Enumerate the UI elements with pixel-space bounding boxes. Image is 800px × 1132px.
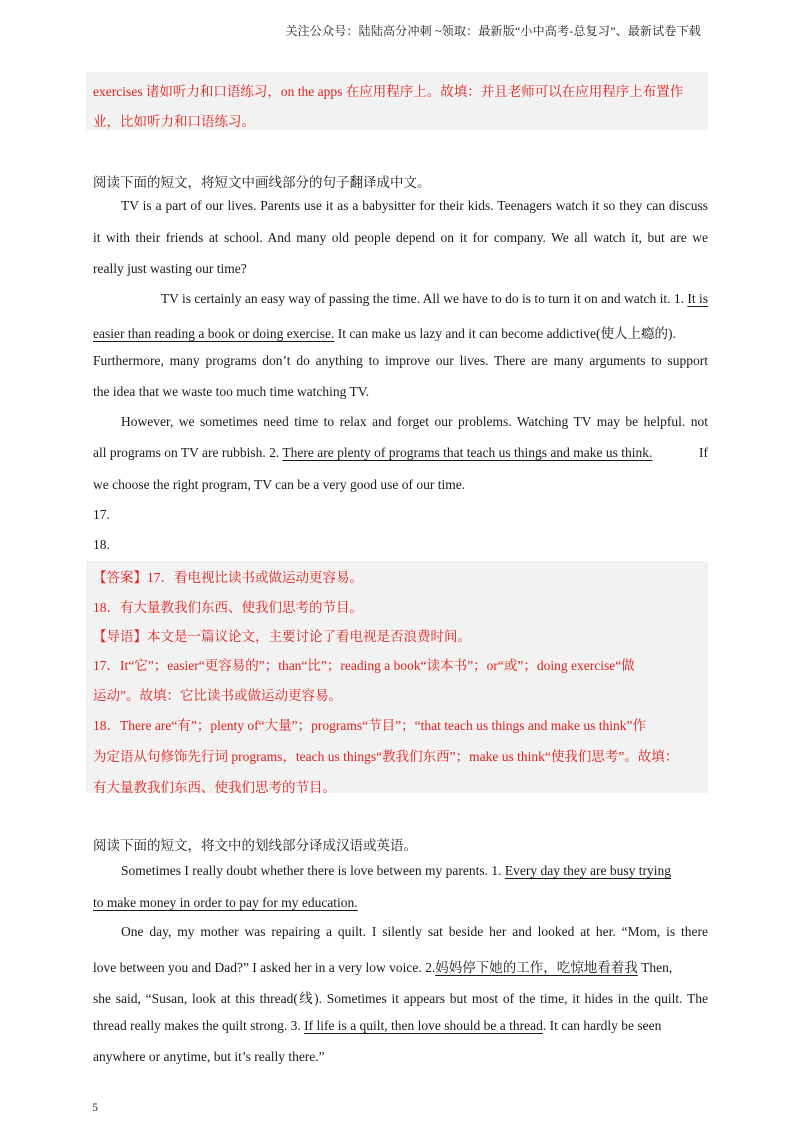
text-segment: If bbox=[699, 445, 708, 460]
text-segment: love between you and Dad?” I asked her in a very low voice. 2. bbox=[93, 960, 436, 975]
question-number: 17. bbox=[93, 507, 110, 522]
paragraph-line: TV is a part of our lives. Parents use it as a babysitter for their kids. Teenagers watch it so they can discuss bbox=[121, 198, 708, 213]
text-segment: thread really makes the quilt strong. 3. bbox=[93, 1018, 305, 1033]
answer-line: 18．There are“有”；plenty of“大量”；programs“节目”；“that teach us things and make us think”作 bbox=[93, 718, 646, 733]
paragraph-line: the idea that we waste too much time watching TV. bbox=[93, 384, 370, 399]
underlined-sentence-1-cont: to make money in order to pay for my education. bbox=[93, 895, 358, 910]
paragraph-line bbox=[121, 291, 708, 307]
page-header: 关注公众号：陆陆高分冲刺 ~领取：最新版“小中高考-总复习”、最新试卷下载 bbox=[285, 24, 701, 38]
paragraph-line bbox=[93, 1018, 708, 1034]
text-segment: Then, bbox=[637, 960, 673, 975]
text-segment: Sometimes I really doubt whether there is love between my parents. 1. bbox=[121, 863, 505, 878]
answer-line: 18．有大量教我们东西、使我们思考的节目。 bbox=[93, 600, 363, 615]
text-segment: all programs on TV are rubbish. 2. bbox=[93, 445, 283, 460]
paragraph-line bbox=[93, 956, 708, 976]
paragraph-line bbox=[121, 863, 708, 879]
page-number: 5 bbox=[92, 1100, 98, 1114]
paragraph-line: she said, “Susan, look at this thread(线). Sometimes it appears but most of the time, it hides in the quilt. The bbox=[93, 991, 708, 1006]
paragraph-line bbox=[93, 322, 708, 342]
answer-line: 17．It“它”；easier“更容易的”；than“比”；reading a book“读本书”；or“或”；doing exercise“做 bbox=[93, 658, 635, 673]
text-segment: . It can hardly be seen bbox=[542, 1018, 662, 1033]
paragraph-line: anywhere or anytime, but it’s really there.” bbox=[93, 1049, 325, 1064]
underlined-sentence-2: 妈妈停下她的工作，吃惊地看着我 bbox=[435, 960, 638, 975]
answer-line: exercises 诸如听力和口语练习，on the apps 在应用程序上。故填：并且老师可以在应用程序上布置作 bbox=[93, 84, 684, 99]
answer-line: 【答案】17．看电视比读书或做运动更容易。 bbox=[93, 570, 363, 585]
answer-line: 【导语】本文是一篇议论文，主要讨论了看电视是否浪费时间。 bbox=[93, 629, 471, 644]
answer-line: 有大量教我们东西、使我们思考的节目。 bbox=[93, 780, 336, 795]
section-instruction: 阅读下面的短文，将短文中画线部分的句子翻译成中文。 bbox=[93, 175, 431, 190]
underlined-sentence-1-cont: easier than reading a book or doing exercise. bbox=[93, 326, 335, 341]
paragraph-line: However, we sometimes need time to relax and forget our problems. Watching TV may be helpful. not bbox=[121, 414, 708, 429]
paragraph-line bbox=[93, 895, 708, 911]
text-segment: TV is certainly an easy way of passing the time. All we have to do is to turn it on and watch it. 1. bbox=[160, 291, 688, 306]
question-number: 18. bbox=[93, 537, 110, 552]
section-instruction: 阅读下面的短文，将文中的划线部分译成汉语或英语。 bbox=[93, 838, 417, 853]
paragraph-line bbox=[93, 445, 708, 461]
underlined-sentence-1: It is bbox=[687, 291, 708, 306]
paragraph-line: we choose the right program, TV can be a very good use of our time. bbox=[93, 477, 466, 492]
paragraph-line: really just wasting our time? bbox=[93, 261, 247, 276]
paragraph-line: it with their friends at school. And many old people depend on it for company. We all watch it, but are we bbox=[93, 230, 708, 245]
answer-line: 运动”。故填：它比读书或做运动更容易。 bbox=[93, 688, 342, 703]
underlined-sentence-2: There are plenty of programs that teach us things and make us think. bbox=[282, 445, 653, 460]
paragraph-line: Furthermore, many programs don’t do anything to improve our lives. There are many arguments to support bbox=[93, 353, 708, 368]
answer-line: 为定语从句修饰先行词 programs，teach us things“教我们东西”；make us think“使我们思考”。故填： bbox=[93, 749, 679, 764]
paragraph-line: One day, my mother was repairing a quilt. I silently sat beside her and looked at her. “Mom, is there bbox=[121, 924, 708, 939]
underlined-sentence-1: Every day they are busy trying bbox=[504, 863, 671, 878]
answer-line: 业，比如听力和口语练习。 bbox=[93, 114, 255, 129]
underlined-sentence-3: If life is a quilt, then love should be a thread bbox=[304, 1018, 543, 1033]
text-segment: It can make us lazy and it can become addictive(使人上瘾的). bbox=[334, 326, 676, 341]
